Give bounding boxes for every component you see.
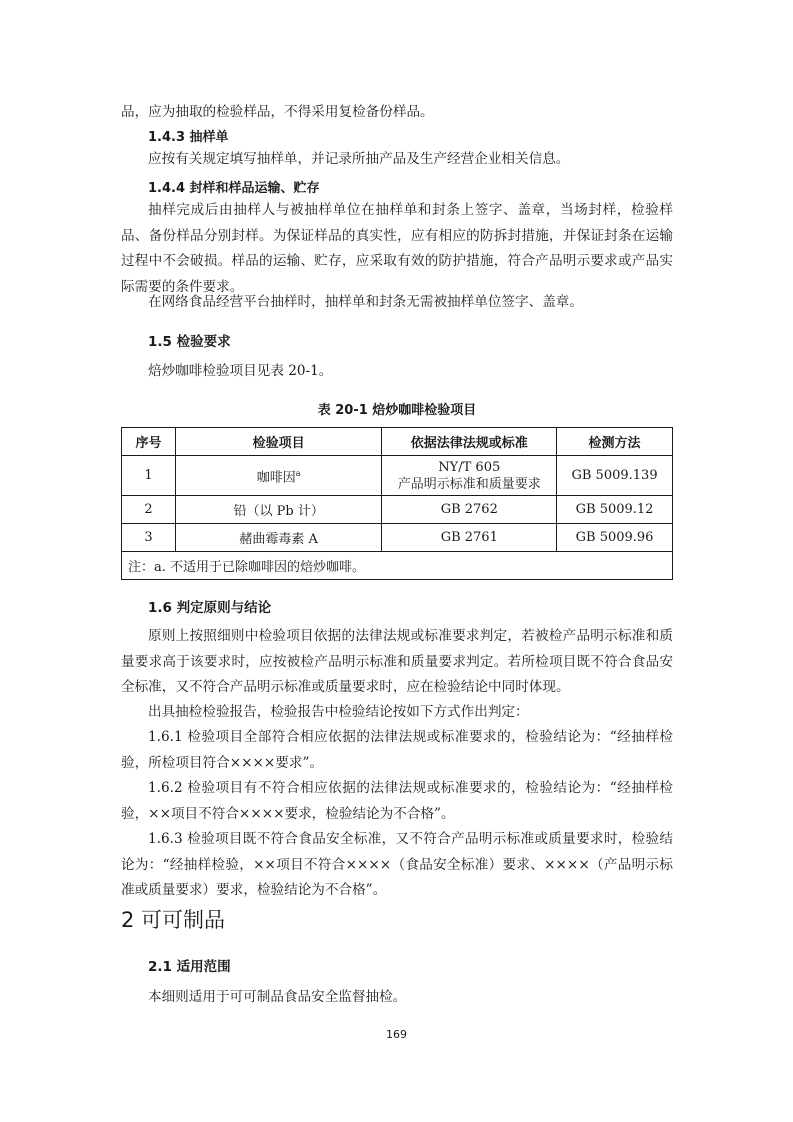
- paragraph-principle: 原则上按照细则中检验项目依据的法律法规或标准要求判定，若被检产品明示标准和质量要求高于该要求时，应按被检产品明示标准和质量要求判定。若所检项目既不符合食品安全标准，又不符合产品明示标准或质量要求时，应在检验结论中同时体现。: [121, 628, 673, 695]
- row-method: GB 5009.139: [557, 456, 673, 496]
- header-item: 检验项目: [175, 428, 382, 456]
- heading-1-4-4: 1.4.4 封样和样品运输、贮存: [148, 181, 320, 196]
- row-method: GB 5009.12: [557, 496, 673, 524]
- heading-1-6: 1.6 判定原则与结论: [148, 600, 272, 616]
- paragraph-sampling-form: 应按有关规定填写抽样单，并记录所抽产品及生产经营企业相关信息。: [148, 151, 570, 167]
- paragraph-sample-continuation: 品，应为抽取的检验样品，不得采用复检备份样品。: [121, 104, 434, 120]
- table-row: [122, 496, 673, 524]
- footnote-marker: a: [295, 468, 301, 478]
- paragraph-report: 出具抽检检验报告，检验报告中检验结论按如下方式作出判定：: [148, 704, 529, 720]
- row-item: 铅（以 Pb 计）: [175, 496, 382, 524]
- row-item: 赭曲霉毒素 A: [175, 524, 382, 552]
- row-basis: GB 2762: [382, 496, 557, 524]
- paragraph-online-sampling: 在网络食品经营平台抽样时，抽样单和封条无需被抽样单位签字、盖章。: [148, 294, 583, 310]
- inspection-items-table: [121, 427, 673, 580]
- row-basis: GB 2761: [382, 524, 557, 552]
- header-no: 序号: [122, 428, 176, 456]
- table-row: [122, 456, 673, 496]
- row-item: [175, 456, 382, 496]
- row-basis-line1: NY/T 605: [438, 459, 501, 475]
- header-basis: 依据法律法规或标准: [382, 428, 557, 456]
- table-note-row: [122, 552, 673, 580]
- row-no: 3: [122, 524, 176, 552]
- table-note: 注：a. 不适用于已除咖啡因的焙炒咖啡。: [122, 552, 673, 580]
- table-row: [122, 524, 673, 552]
- heading-2: 2 可可制品: [121, 908, 226, 932]
- header-method: 检测方法: [557, 428, 673, 456]
- paragraph-1-6-1: 1.6.1 检验项目全部符合相应依据的法律法规或标准要求的，检验结论为：“经抽样检验，所检项目符合××××要求”。: [121, 729, 673, 771]
- table-caption: 表 20-1 焙炒咖啡检验项目: [317, 403, 477, 418]
- row-no: 2: [122, 496, 176, 524]
- table-header-row: [122, 428, 673, 456]
- paragraph-1-6-3: 1.6.3 检验项目既不符合食品安全标准，又不符合产品明示标准或质量要求时，检验结论为：“经抽样检验，××项目不符合××××（食品安全标准）要求、××××（产品明示标准或质量要求）要求，检验结论为不合格”。: [121, 831, 673, 898]
- row-basis-line2: 产品明示标准和质量要求: [397, 476, 541, 492]
- row-no: 1: [122, 456, 176, 496]
- row-item-text: 咖啡因: [256, 470, 296, 486]
- page-number: 169: [386, 1028, 407, 1041]
- row-basis: [382, 456, 557, 496]
- paragraph-scope: 本细则适用于可可制品食品安全监督抽检。: [148, 989, 407, 1005]
- heading-2-1: 2.1 适用范围: [148, 959, 231, 975]
- paragraph-sealing: 抽样完成后由抽样人与被抽样单位在抽样单和封条上签字、盖章，当场封样，检验样品、备份样品分别封样。为保证样品的真实性，应有相应的防拆封措施，并保证封条在运输过程中不会破损。样品的运输、贮存，应采取有效的防护措施，符合产品明示要求或产品实际需要的条件要求。: [121, 202, 673, 295]
- paragraph-1-6-2: 1.6.2 检验项目有不符合相应依据的法律法规或标准要求的，检验结论为：“经抽样检验，××项目不符合××××要求，检验结论为不合格”。: [121, 780, 673, 822]
- heading-1-4-3: 1.4.3 抽样单: [148, 130, 229, 145]
- heading-1-5: 1.5 检验要求: [148, 334, 231, 350]
- paragraph-items-reference: 焙炒咖啡检验项目见表 20-1。: [148, 363, 333, 379]
- row-method: GB 5009.96: [557, 524, 673, 552]
